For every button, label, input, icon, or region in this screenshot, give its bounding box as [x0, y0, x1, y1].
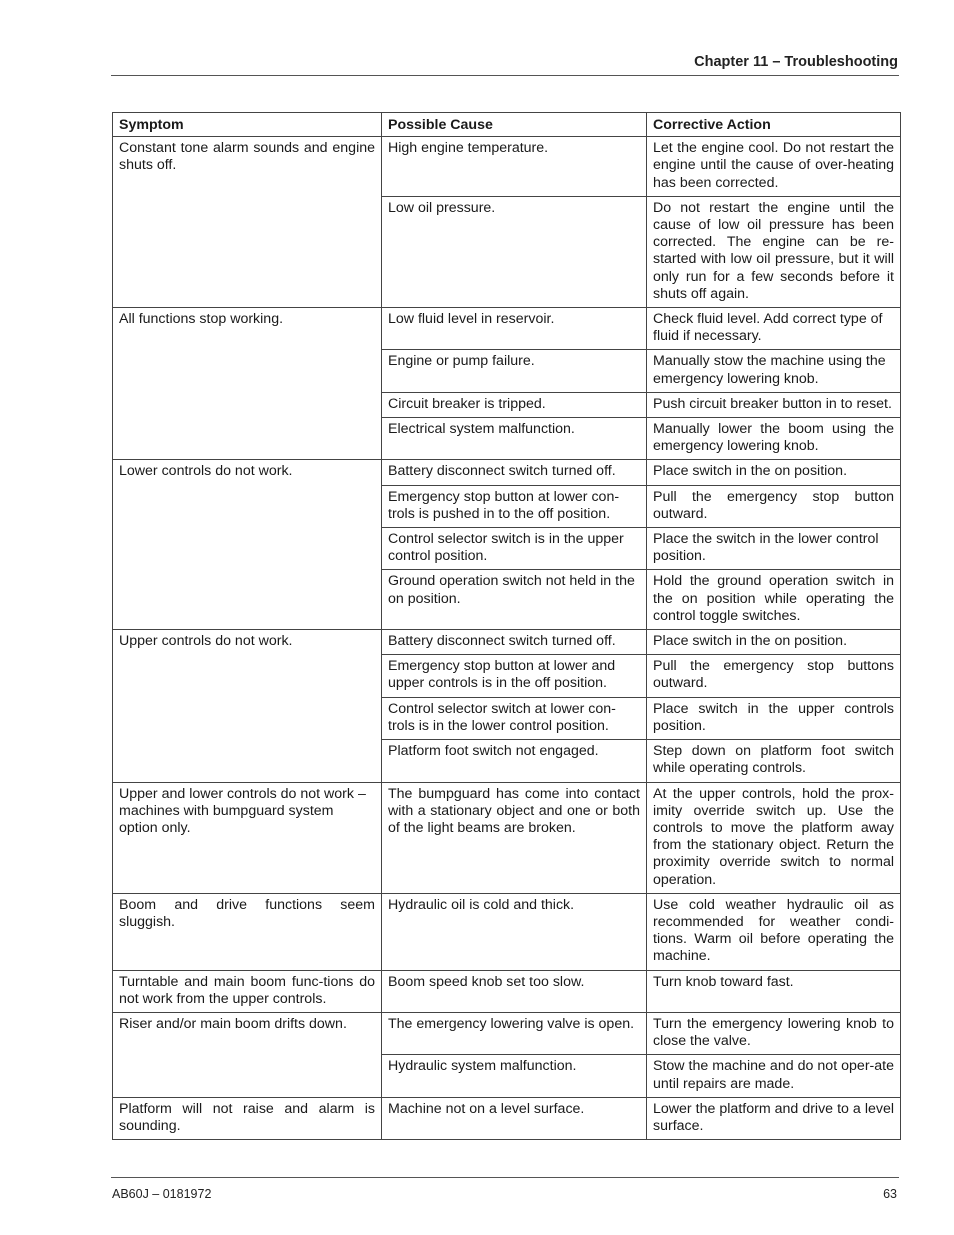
cause-cell: Emergency stop button at lower con-trols is pushed in to the off position. — [382, 485, 647, 527]
cause-cell: Hydraulic system malfunction. — [382, 1055, 647, 1097]
action-cell: Check fluid level. Add correct type of fluid if necessary. — [647, 308, 901, 350]
cause-cell: Machine not on a level surface. — [382, 1097, 647, 1139]
action-cell: Lower the platform and drive to a level surface. — [647, 1097, 901, 1139]
column-header-corrective-action: Corrective Action — [647, 113, 901, 137]
table-row — [113, 782, 901, 893]
header-divider — [111, 75, 899, 76]
action-cell: Place switch in the on position. — [647, 460, 901, 485]
table-row — [113, 893, 901, 970]
symptom-cell: All functions stop working. — [113, 308, 382, 460]
cause-cell: Engine or pump failure. — [382, 350, 647, 392]
table-row — [113, 970, 901, 1012]
cause-cell: Ground operation switch not held in the on position. — [382, 570, 647, 630]
table-row — [113, 137, 901, 197]
action-cell: Place switch in the upper controls position. — [647, 697, 901, 739]
symptom-cell: Boom and drive functions seem sluggish. — [113, 893, 382, 970]
cause-cell: Battery disconnect switch turned off. — [382, 460, 647, 485]
action-cell: Turn the emergency lowering knob to close the valve. — [647, 1012, 901, 1054]
cause-cell: Control selector switch at lower con-trols is in the lower control position. — [382, 697, 647, 739]
cause-cell: High engine temperature. — [382, 137, 647, 197]
action-cell: Place the switch in the lower control position. — [647, 528, 901, 570]
cause-cell: Electrical system malfunction. — [382, 418, 647, 460]
table-row — [113, 308, 901, 350]
footer-divider — [111, 1177, 899, 1178]
column-header-possible-cause: Possible Cause — [382, 113, 647, 137]
cause-cell: Battery disconnect switch turned off. — [382, 630, 647, 655]
action-cell: Step down on platform foot switch while operating controls. — [647, 740, 901, 782]
cause-cell: The bumpguard has come into contact with a stationary object and one or both of the light beams are broken. — [382, 782, 647, 893]
cause-cell: Control selector switch is in the upper control position. — [382, 528, 647, 570]
symptom-cell: Constant tone alarm sounds and engine shuts off. — [113, 137, 382, 308]
cause-cell: Platform foot switch not engaged. — [382, 740, 647, 782]
action-cell: Pull the emergency stop buttons outward. — [647, 655, 901, 697]
action-cell: Stow the machine and do not oper-ate until repairs are made. — [647, 1055, 901, 1097]
symptom-cell: Riser and/or main boom drifts down. — [113, 1012, 382, 1097]
action-cell: Place switch in the on position. — [647, 630, 901, 655]
symptom-cell: Platform will not raise and alarm is sounding. — [113, 1097, 382, 1139]
action-cell: Do not restart the engine until the cause of low oil pressure has been corrected. The engine can be re-started with low oil pressure, but it will only run for a few seconds before it shuts off again. — [647, 196, 901, 307]
troubleshooting-table — [112, 112, 901, 1140]
cause-cell: The emergency lowering valve is open. — [382, 1012, 647, 1054]
cause-cell: Low fluid level in reservoir. — [382, 308, 647, 350]
action-cell: Manually stow the machine using the emergency lowering knob. — [647, 350, 901, 392]
cause-cell: Emergency stop button at lower and upper controls is in the off position. — [382, 655, 647, 697]
action-cell: Hold the ground operation switch in the on position while operating the control toggle switches. — [647, 570, 901, 630]
symptom-cell: Upper and lower controls do not work – machines with bumpguard system option only. — [113, 782, 382, 893]
cause-cell: Hydraulic oil is cold and thick. — [382, 893, 647, 970]
table-row — [113, 1012, 901, 1054]
chapter-title: Chapter 11 – Troubleshooting — [694, 54, 898, 70]
symptom-cell: Upper controls do not work. — [113, 630, 382, 782]
action-cell: Pull the emergency stop button outward. — [647, 485, 901, 527]
symptom-cell: Lower controls do not work. — [113, 460, 382, 630]
action-cell: Turn knob toward fast. — [647, 970, 901, 1012]
action-cell: Push circuit breaker button in to reset. — [647, 392, 901, 417]
action-cell: Let the engine cool. Do not restart the engine until the cause of over-heating has been corrected. — [647, 137, 901, 197]
document-id: AB60J – 0181972 — [112, 1187, 212, 1201]
table-row — [113, 1097, 901, 1139]
cause-cell: Circuit breaker is tripped. — [382, 392, 647, 417]
table-row — [113, 630, 901, 655]
action-cell: Use cold weather hydraulic oil as recommended for weather condi-tions. Warm oil before operating the machine. — [647, 893, 901, 970]
page-number: 63 — [883, 1187, 897, 1201]
cause-cell: Low oil pressure. — [382, 196, 647, 307]
cause-cell: Boom speed knob set too slow. — [382, 970, 647, 1012]
action-cell: At the upper controls, hold the prox-imity override switch up. Use the controls to move the platform away from the stationary object. Return the proximity override switch to normal operation. — [647, 782, 901, 893]
action-cell: Manually lower the boom using the emergency lowering knob. — [647, 418, 901, 460]
table-header-row — [113, 113, 901, 137]
table-row — [113, 460, 901, 485]
symptom-cell: Turntable and main boom func-tions do not work from the upper controls. — [113, 970, 382, 1012]
column-header-symptom: Symptom — [113, 113, 382, 137]
